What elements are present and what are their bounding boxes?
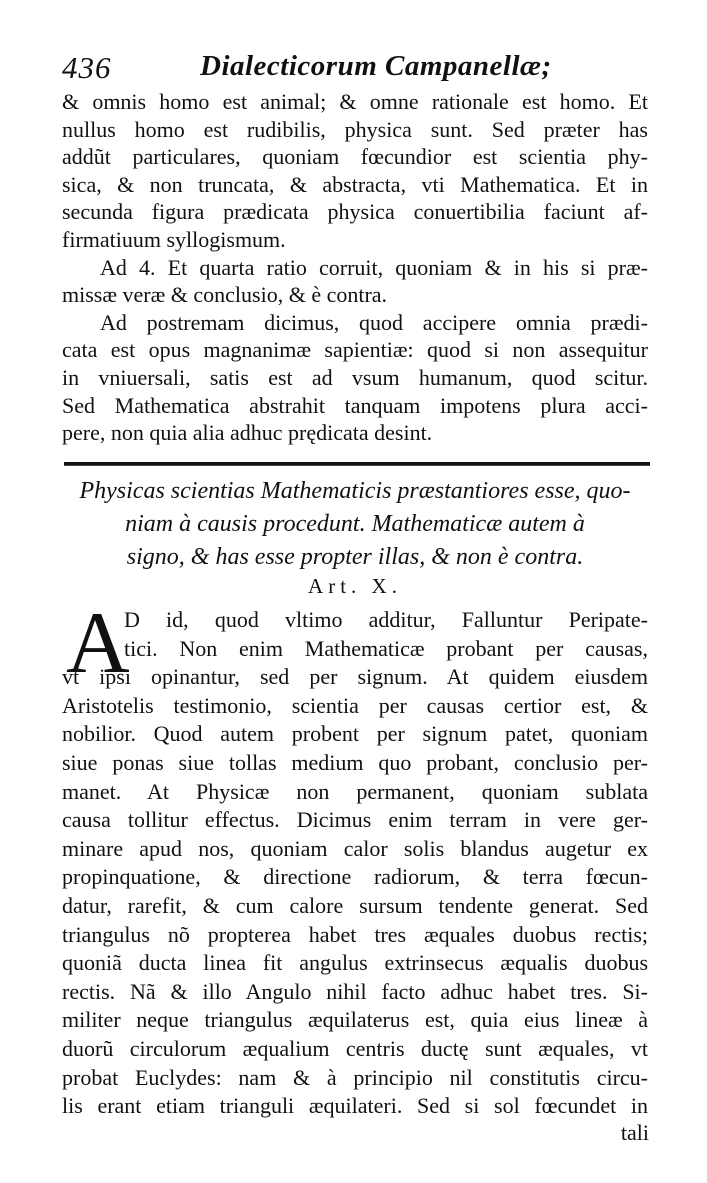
text-line: Ad 4. Et quarta ratio corruit, quoniam & in his si præ- (100, 254, 648, 280)
text-line: datur, rarefit, & cum calore sursum tendente generat. Sed (62, 892, 648, 918)
running-title: Dialecticorum Campanellæ; (200, 50, 552, 82)
text-line: firmatiuum syllogismum. (62, 226, 286, 252)
text-line: rectis. Nã & illo Angulo nihil facto adhuc habet tres. Si- (62, 978, 648, 1004)
text-line: siue ponas siue tollas medium quo probant, conclusio per- (62, 749, 648, 775)
page-number: 436 (62, 50, 112, 85)
section-divider (64, 462, 650, 466)
page-header (62, 46, 622, 90)
text-line: probat Euclydes: nam & à principio nil constitutis circu- (62, 1064, 648, 1090)
text-line: sica, & non truncata, & abstracta, vti Mathematica. Et in (62, 171, 648, 197)
text-line: missæ veræ & conclusio, & è contra. (62, 282, 388, 308)
text-line: triangulus nõ propterea habet tres æquales duobus rectis; (62, 921, 648, 947)
text-line: in vniuersali, satis est ad vsum humanum, quod scitur. (62, 364, 648, 390)
text-line: causa tollitur effectus. Dicimus enim terram in vere ger- (62, 807, 648, 833)
text-line: quoniã ducta linea fit angulus extrinsecus æqualis duobus (62, 950, 648, 976)
catchword: tali (620, 1120, 649, 1145)
text-line: addũt particulares, quoniam fœcundior est scientia phy- (62, 144, 648, 170)
text-line: Aristotelis testimonio, scientia per causas certior est, & (62, 692, 648, 718)
heading-line: niam à causis procedunt. Mathematicæ autem à (125, 511, 585, 537)
text-block-top (62, 88, 648, 447)
text-line: nobilior. Quod autem probent per signum patet, quoniam (62, 721, 648, 747)
text-line: cata est opus magnanimæ sapientiæ: quod si non assequitur (62, 337, 648, 363)
heading-line: signo, & has esse propter illas, & non è contra. (126, 544, 584, 570)
text-line: Sed Mathematica abstrahit tanquam impotens plura acci- (62, 392, 648, 418)
text-line: Ad postremam dicimus, quod accipere omnia prædi- (100, 309, 648, 335)
text-line: lis erant etiam trianguli æquilateri. Sed si sol fœcundet in (62, 1093, 648, 1119)
article-label: Art. X. (308, 574, 402, 598)
text-line: duorũ circulorum æqualium centris ductę sunt æquales, vt (62, 1035, 648, 1061)
text-block-bottom (62, 606, 648, 1121)
text-line: propinquatione, & directione radiorum, & terra fœcun- (62, 864, 648, 890)
text-line: militer neque triangulus æquilaterus est, quia eius lineæ à (62, 1007, 648, 1033)
heading-line: Physicas scientias Mathematicis præstantiores esse, quo- (79, 478, 631, 504)
article-heading (62, 475, 648, 574)
text-line: secunda figura prædicata physica conuertibilia faciunt af- (62, 199, 648, 225)
text-line: vt ipsi opinantur, sed per signum. At quidem eiusdem (62, 664, 648, 690)
text-line: D id, quod vltimo additur, Falluntur Peripate- (124, 607, 648, 632)
text-line: pere, non quia alia adhuc prędicata desint. (62, 420, 433, 446)
text-line: manet. At Physicæ non permanent, quoniam sublata (62, 778, 648, 804)
text-line: & omnis homo est animal; & omne rationale est homo. Et (62, 89, 648, 114)
text-line: nullus homo est rudibilis, physica sunt. Sed præter has (62, 116, 648, 142)
text-line: minare apud nos, quoniam calor solis blandus augetur ex (62, 835, 648, 861)
text-line: tici. Non enim Mathematicæ probant per causas, (124, 635, 648, 661)
drop-cap: A (66, 595, 130, 692)
